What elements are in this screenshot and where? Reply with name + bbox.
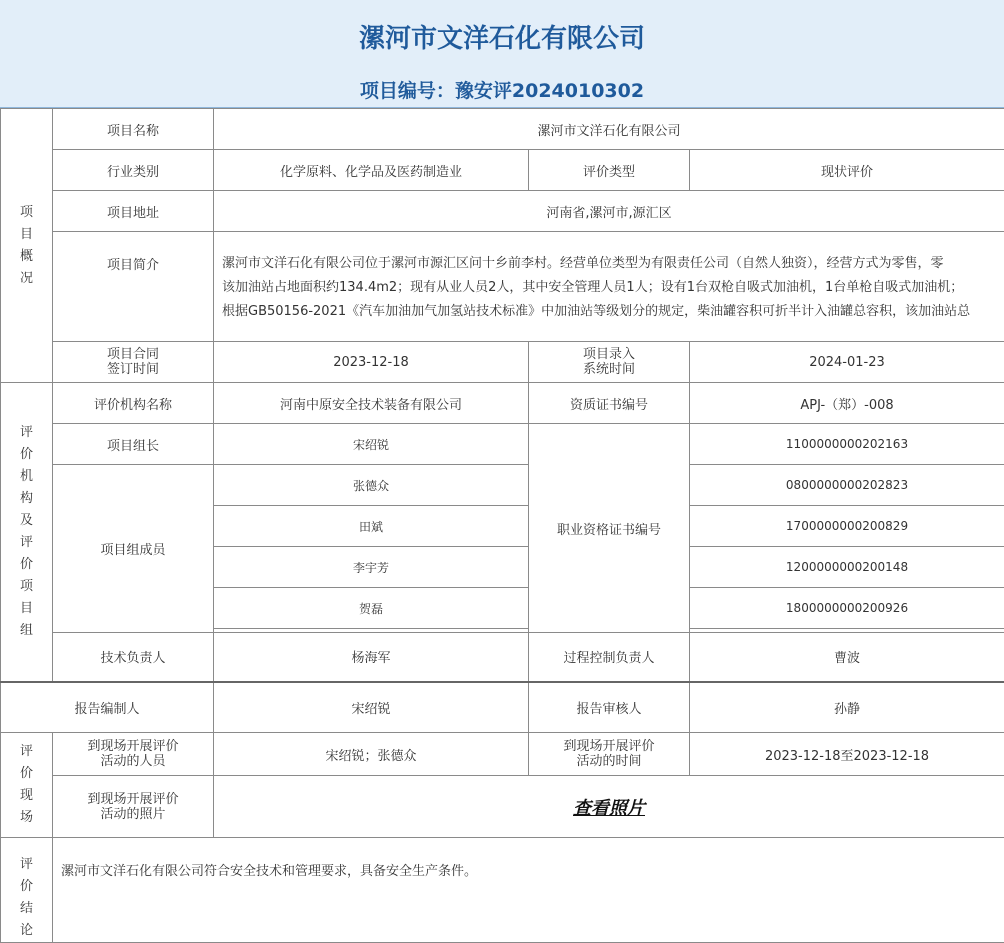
entry-date-label: 项目录入 系统时间: [529, 342, 690, 383]
member-cert: 0800000000202823: [690, 465, 1004, 506]
section-conclusion-label: 评价结论: [1, 838, 53, 943]
address-value: 河南省,漯河市,源汇区: [214, 191, 1004, 232]
tech-lead-label: 技术负责人: [53, 633, 214, 682]
project-number: 项目编号：豫安评2024010302: [0, 76, 1004, 103]
members-label: 项目组成员: [53, 465, 214, 633]
org-name-value: 河南中原安全技术装备有限公司: [214, 383, 529, 424]
view-photos-link[interactable]: 查看照片: [573, 798, 645, 819]
org-name-label: 评价机构名称: [53, 383, 214, 424]
leader-name: 宋绍锐: [214, 424, 529, 465]
site-people-label: 到现场开展评价 活动的人员: [53, 733, 214, 776]
member-name: 田斌: [214, 506, 529, 547]
project-name-label: 项目名称: [53, 109, 214, 150]
company-title: 漯河市文洋石化有限公司: [0, 18, 1004, 55]
member-cert: 1200000000200148: [690, 547, 1004, 588]
report-author-value: 宋绍锐: [214, 682, 529, 733]
entry-date-value: 2024-01-23: [690, 342, 1004, 383]
section-org-label: 评价机构及评价项目组: [1, 383, 53, 682]
cert-label: 资质证书编号: [529, 383, 690, 424]
report-reviewer-value: 孙静: [690, 682, 1004, 733]
eval-type-value: 现状评价: [690, 150, 1004, 191]
industry-value: 化学原料、化学品及医药制造业: [214, 150, 529, 191]
project-intro: [214, 232, 1004, 342]
contract-date-value: 2023-12-18: [214, 342, 529, 383]
site-time-value: 2023-12-18至2023-12-18: [690, 733, 1004, 776]
qualification-label: 职业资格证书编号: [529, 424, 690, 633]
section-overview-label: 项目概况: [1, 109, 53, 383]
page-header: [0, 0, 1004, 108]
site-people-value: 宋绍锐；张德众: [214, 733, 529, 776]
leader-label: 项目组长: [53, 424, 214, 465]
leader-cert: 1100000000202163: [690, 424, 1004, 465]
site-photo-cell: [214, 776, 1004, 838]
intro-line: 根据GB50156-2021《汽车加油加气加氢站技术标准》中加油站等级划分的规定，柴油罐容积可折半计入油罐总容积，该加油站总: [222, 300, 1004, 324]
section-site-label: 评价现场: [1, 733, 53, 838]
member-name: 张德众: [214, 465, 529, 506]
project-info-table: [0, 108, 1004, 943]
tech-lead-value: 杨海军: [214, 633, 529, 682]
process-lead-label: 过程控制负责人: [529, 633, 690, 682]
member-cert: 1700000000200829: [690, 506, 1004, 547]
intro-label: 项目简介: [53, 232, 214, 342]
cert-value: APJ-（郑）-008: [690, 383, 1004, 424]
member-name: 李宇芳: [214, 547, 529, 588]
process-lead-value: 曹波: [690, 633, 1004, 682]
project-name-value: 漯河市文洋石化有限公司: [214, 109, 1004, 150]
report-author-label: 报告编制人: [1, 682, 214, 733]
site-time-label: 到现场开展评价 活动的时间: [529, 733, 690, 776]
site-photo-label: 到现场开展评价 活动的照片: [53, 776, 214, 838]
intro-line: 漯河市文洋石化有限公司位于漯河市源汇区问十乡前李村。经营单位类型为有限责任公司（自然人独资），经营方式为零售，零: [222, 252, 1004, 276]
eval-type-label: 评价类型: [529, 150, 690, 191]
member-cert: 1800000000200926: [690, 588, 1004, 629]
industry-label: 行业类别: [53, 150, 214, 191]
member-name: 贺磊: [214, 588, 529, 629]
report-reviewer-label: 报告审核人: [529, 682, 690, 733]
contract-date-label: 项目合同 签订时间: [53, 342, 214, 383]
intro-line: 该加油站占地面积约134.4m2；现有从业人员2人，其中安全管理人员1人；设有1台双枪自吸式加油机，1台单枪自吸式加油机；: [222, 276, 1004, 300]
conclusion-text: 漯河市文洋石化有限公司符合安全技术和管理要求，具备安全生产条件。: [53, 838, 1004, 943]
address-label: 项目地址: [53, 191, 214, 232]
